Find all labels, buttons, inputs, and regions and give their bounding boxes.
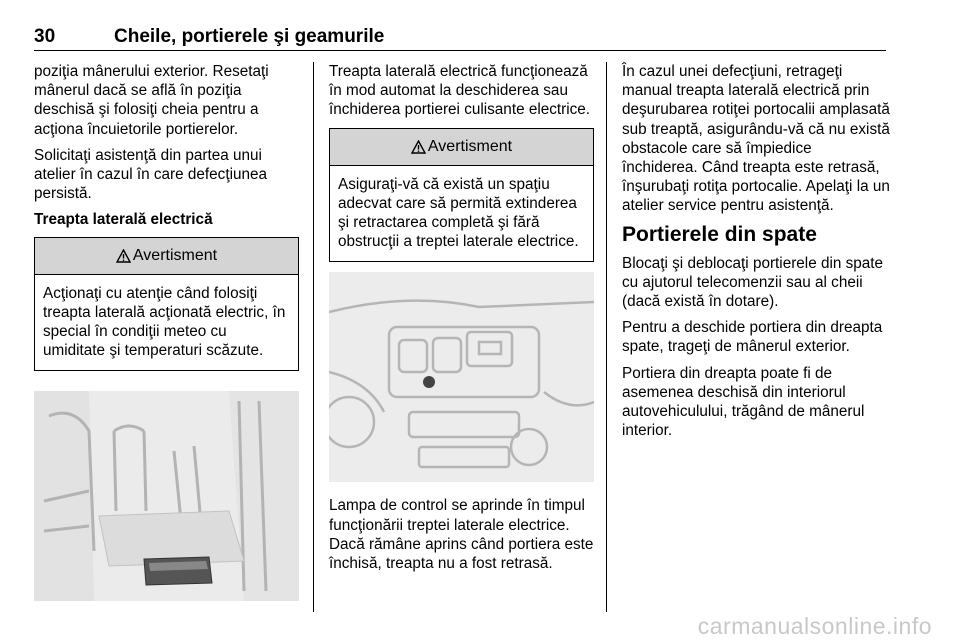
warning-triangle-icon [116,249,131,263]
paragraph: Pentru a deschide portiera din dreapta spate, trageţi de mânerul exterior. [622,319,883,356]
column-2 [329,62,594,580]
dashboard-illustration [329,272,594,482]
warning-header [330,129,593,166]
column-1 [34,62,299,601]
warning-body: Acţionaţi cu atenţie când folosiţi treapta laterală acţionată electric, în special în condiţii meteo cu umiditate şi temperaturi scăzute. [43,284,286,360]
paragraph: poziţia mânerului exterior. Resetaţi mânerul dacă se află în poziţia deschisă şi folosiţi cheia pentru a acţiona încuietorile portierelor. [34,63,269,138]
warning-box [329,128,594,263]
side-step-illustration [34,391,299,601]
paragraph: Lampa de control se aprinde în timpul funcţionării treptei laterale electrice. Dacă rămâne aprins când portiera este închisă, treapta nu a fost retrasă. [329,497,594,573]
page-header [34,26,886,48]
warning-title: Avertisment [132,247,218,265]
chapter-title: Cheile, portierele şi geamurile [114,26,385,47]
warning-title: Avertisment [427,138,513,155]
column-divider [606,62,607,612]
section-title: Portierele din spate [622,222,817,246]
paragraph: Treapta laterală electrică funcţionează în mod automat la deschiderea sau închiderea portierei culisante electrice. [329,63,591,119]
warning-triangle-icon [411,140,426,154]
paragraph: În cazul unei defecţiuni, retrageţi manual treapta laterală electrică prin deşurubarea rotiţei portocalii amplasată sub treaptă, asigurându-vă că nu există obstacole care să împiedice închiderea. Când treapta este retrasă, înşurubaţi rotiţa portocalie. Apelaţi la un atelier service pentru asistenţă. [622,63,890,215]
watermark: carmanualsonline.info [697,613,932,639]
page-number: 30 [34,26,56,47]
subheading: Treapta laterală electrică [34,211,213,229]
warning-body: Asiguraţi-vă că există un spaţiu adecvat care să permită extinderea şi retractarea completă şi fără obstrucţii a treptei laterale electrice. [338,175,579,251]
column-divider [313,62,314,612]
warning-box [34,237,299,372]
paragraph: Blocaţi şi deblocaţi portierele din spate cu ajutorul telecomenzii sau al cheii (dacă există în dotare). [622,254,884,311]
warning-header [35,238,298,275]
paragraph: Solicitaţi asistenţă din partea unui atelier în cazul în care defecţiunea persistă. [34,146,267,203]
column-3 [622,62,890,447]
paragraph: Portiera din dreapta poate fi de asemenea deschisă din interiorul autovehiculului, trăgând de mânerul interior. [622,364,865,440]
header-rule [34,50,886,51]
